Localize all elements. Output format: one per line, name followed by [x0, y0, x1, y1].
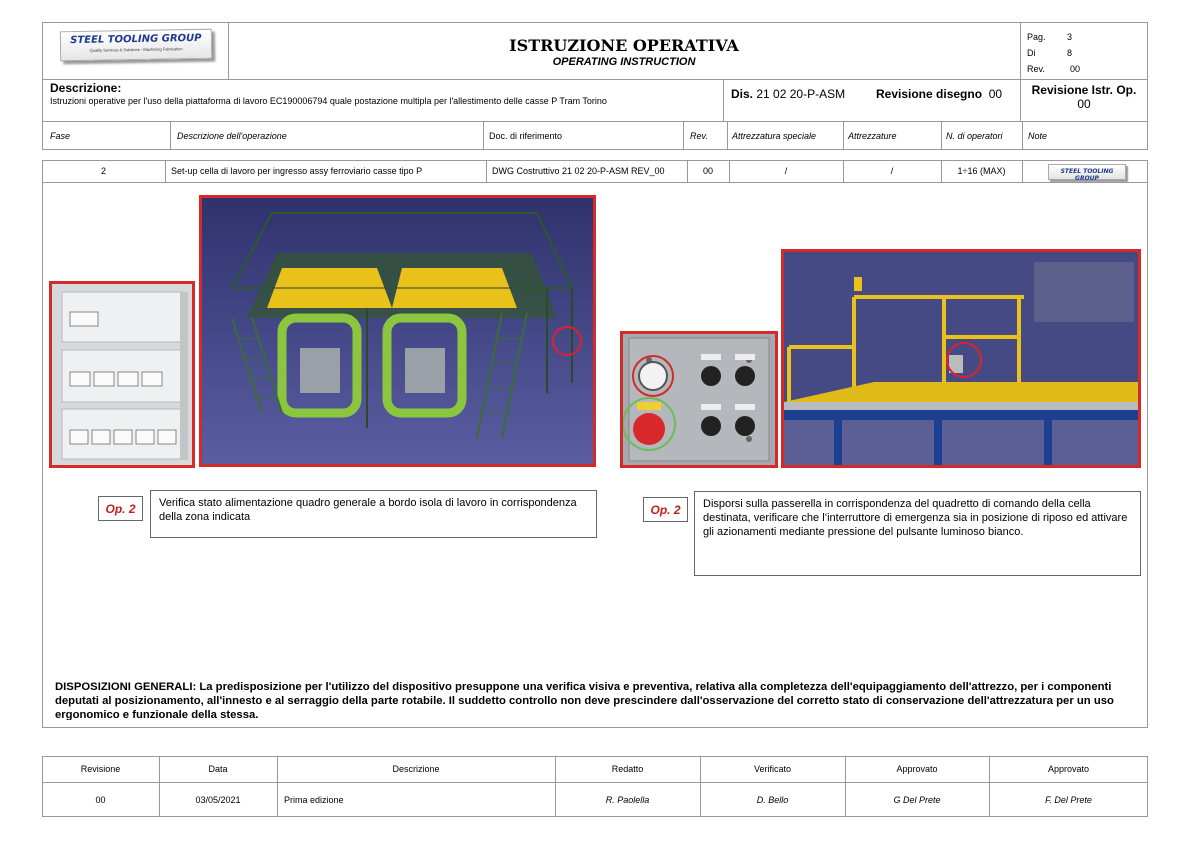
row-fase: 2 [100, 166, 106, 176]
row-attrezzature: / [890, 166, 894, 176]
footer-header-revisione: Revisione [80, 764, 121, 774]
electrical-panel-photo [49, 281, 195, 468]
footer-header-data: Data [208, 764, 228, 774]
footer-value-redatto: R. Paolella [605, 794, 650, 805]
row-attrezzatura: / [784, 166, 788, 176]
footer-header-redatto: Redatto [611, 764, 644, 774]
op-tag-1: Op. 2 [98, 496, 143, 521]
drawing-revision: Revisione disegno 00 [876, 87, 1003, 101]
footer-header-approvato-2: Approvato [1047, 764, 1090, 774]
company-logo: STEEL TOOLING GROUP Quality Services & Solutions - Machining Fabrication [60, 29, 213, 62]
footer-header-descrizione: Descrizione [392, 764, 440, 774]
general-dispositions: DISPOSIZIONI GENERALI: La predisposizione per l'utilizzo del dispositivo presuppone una verifica visiva e preventiva, relativa alla completezza dell'equipaggiamento dell'attrezzo, per i componenti deputati al posizionamento, all'innesto e al serraggio della parte rotabile. Il suddetto controllo non deve prescindere dall'osservazione del corretto stato di conservazione dell'attrezzatura per un uso ergonomico e funzionale della stessa. [55, 681, 1114, 720]
control-panel-photo [620, 331, 778, 468]
op-tag-2: Op. 2 [643, 497, 688, 522]
col-fase: Fase [50, 130, 71, 141]
page-info: Pag. 3 Di 8 Rev. 00 [1027, 32, 1081, 74]
drawing-number: Dis. 21 02 20-P-ASM [731, 87, 846, 101]
col-descrizione: Descrizione dell'operazione [177, 130, 287, 141]
footer-value-descrizione: Prima edizione [284, 794, 344, 805]
op-text-2: Disporsi sulla passerella in corrispondenza del quadretto di comando della cella destinata, verificare che l’interruttore di emergenza sia in posizione di riposo ed attivare gli azionamenti mediante pressione del pulsante luminoso bianco. [694, 491, 1141, 576]
document-title: ISTRUZIONE OPERATIVA [509, 36, 739, 55]
platform-render-photo [199, 195, 596, 467]
col-doc: Doc. di riferimento [489, 130, 563, 141]
row-operatori: 1÷16 (MAX) [957, 166, 1006, 176]
col-note: Note [1028, 130, 1048, 141]
row-doc: DWG Costruttivo 21 02 20-P-ASM REV_00 [492, 166, 665, 176]
footer-value-revisione: 00 [95, 794, 106, 805]
col-attrezzatura: Attrezzatura speciale [732, 130, 817, 141]
col-rev: Rev. [690, 130, 708, 141]
row-note-logo: STEEL TOOLING GROUP [1048, 164, 1126, 180]
col-attrezzature: Attrezzature [848, 130, 897, 141]
footer-header-approvato-1: Approvato [896, 764, 938, 774]
description-text: Istruzioni operative per l'uso della piattaforma di lavoro EC190006794 quale postazione multipla per l'allestimento delle casse P Tram Torino [50, 96, 607, 106]
walkway-render-photo [781, 249, 1141, 468]
footer-value-approvato-1: G Del Prete [893, 794, 941, 805]
description-label: Descrizione: [50, 81, 122, 95]
footer-value-approvato-2: F. Del Prete [1045, 794, 1092, 805]
row-descrizione: Set-up cella di lavoro per ingresso assy ferroviario casse tipo P [171, 166, 423, 176]
row-rev: 00 [702, 166, 713, 176]
footer-header-verificato: Verificato [753, 764, 792, 774]
footer-value-verificato: D. Bello [756, 794, 789, 805]
op-text-1: Verifica stato alimentazione quadro generale a bordo isola di lavoro in corrispondenza della zona indicata [150, 490, 597, 538]
footer-value-data: 03/05/2021 [195, 794, 241, 805]
document-subtitle: OPERATING INSTRUCTION [552, 56, 696, 68]
col-operatori: N. di operatori [946, 130, 1003, 141]
instruction-revision: Revisione Istr. Op. 00 [1031, 83, 1137, 111]
